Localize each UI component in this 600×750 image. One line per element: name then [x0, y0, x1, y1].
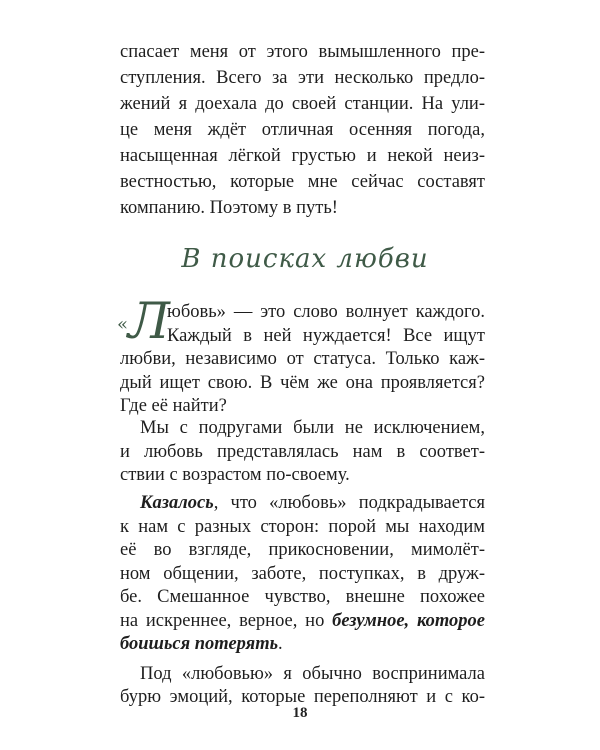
text-run: .	[278, 634, 283, 654]
emphasis-word: Казалось	[140, 493, 214, 513]
text-line: насыщенная лёгкой грустью и некой неиз-	[120, 146, 485, 166]
text-line: любви, независимо от статуса. Только каж-	[120, 349, 485, 369]
text-line: дый ищет свою. В чём же она проявляется?	[120, 372, 485, 393]
page-number: 18	[292, 705, 308, 721]
text-line: Под «любовью» я обычно воспринимала	[140, 663, 485, 684]
text-line	[140, 492, 485, 514]
text-line: Каждый в ней нуждается! Все ищут	[167, 325, 485, 346]
text-line: жений я доехала до своей станции. На ули-	[120, 94, 485, 114]
text-line: ствии с возрастом по-своему.	[120, 465, 350, 485]
text-line: и любовь представлялась нам в соответ-	[120, 441, 485, 462]
text-line: Мы с подругами были не исключением,	[140, 418, 485, 438]
text-line: ном общении, заботе, поступках, в друж-	[120, 563, 485, 584]
drop-cap-quote: «	[117, 314, 129, 335]
text-line: бе. Смешанное чувство, внешне похожее	[120, 587, 485, 607]
text-line: вестностью, которые мне сейчас составят	[120, 172, 485, 192]
text-line: компанию. Поэтому в путь!	[120, 198, 338, 218]
text-line	[120, 633, 485, 655]
drop-cap-letter: Л	[128, 292, 170, 350]
drop-cap	[117, 292, 170, 350]
emphasis-text: боишься потерять	[120, 634, 279, 654]
text-line: юбовь» — это слово волнует каждого.	[167, 302, 485, 322]
text-line: Где её найти?	[120, 396, 227, 416]
text-line: спасает меня от этого вымышленного пре-	[120, 42, 485, 62]
text-line: це меня ждёт отличная осенняя погода,	[120, 120, 485, 140]
text-run: на искреннее, верное, но	[120, 610, 333, 631]
text-line: её во взгляде, прикосновении, мимолёт-	[120, 540, 485, 560]
text-line: бурю эмоций, которые переполняют и с ко-	[120, 687, 485, 707]
text-line: ступления. Всего за эти несколько предло-	[120, 68, 485, 88]
emphasis-text: безумное, которое	[332, 610, 485, 631]
text-line: к нам с разных сторон: порой мы находим	[120, 516, 485, 537]
text-run: , что «любовь» подкрадывается	[213, 493, 485, 513]
text-line	[120, 610, 485, 632]
chapter-heading: В поисках любви	[181, 244, 429, 274]
